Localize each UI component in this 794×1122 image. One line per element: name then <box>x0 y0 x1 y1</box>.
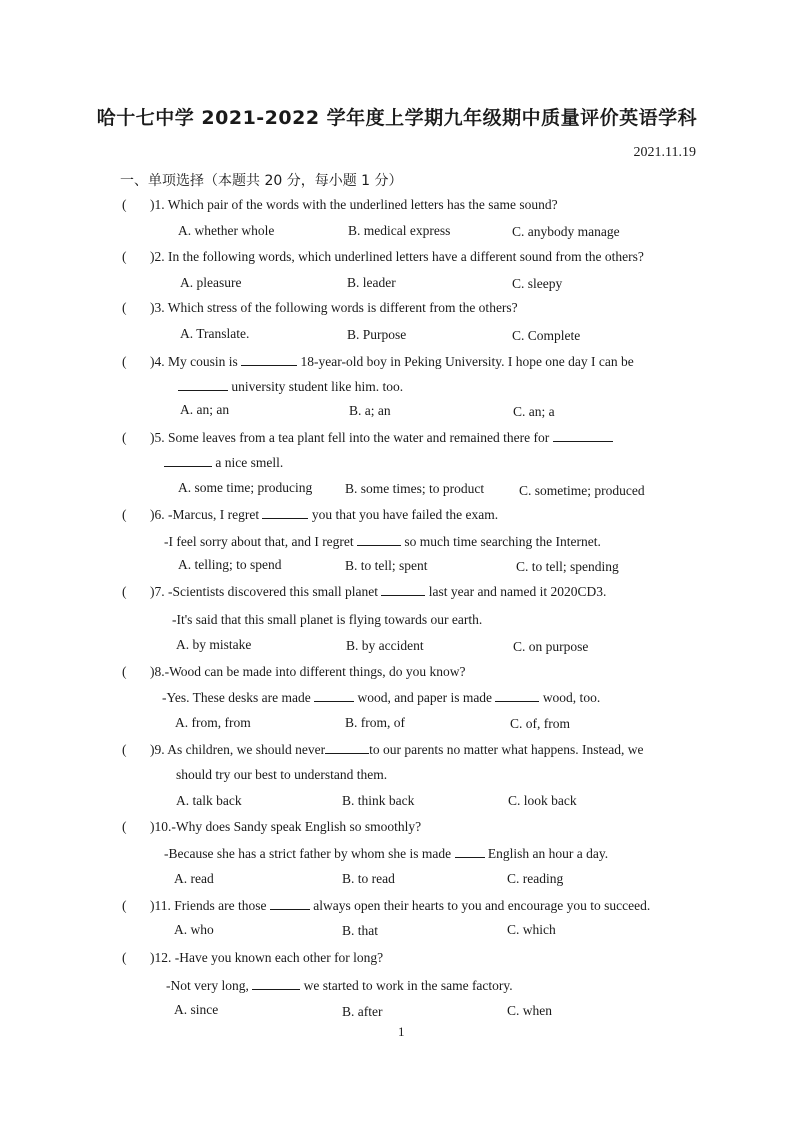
answer-bracket: ( <box>122 950 127 965</box>
question-line <box>166 977 513 994</box>
question-8 <box>122 664 465 680</box>
question-stem: )5. Some leaves from a tea plant fell into the water and remained there for <box>150 430 550 445</box>
option-c: C. of, from <box>510 716 570 731</box>
option-c: C. Complete <box>512 328 581 343</box>
option-a: A. Translate. <box>180 326 250 341</box>
question-line <box>162 689 600 706</box>
option-a: A. read <box>174 871 214 886</box>
answer-bracket: ( <box>122 584 127 599</box>
question-stem: )6. -Marcus, I regret <box>150 507 260 522</box>
option-a: A. an; an <box>180 402 230 417</box>
answer-blank <box>314 689 354 702</box>
option-c: C. which <box>507 922 556 937</box>
option-c: C. when <box>507 1003 552 1018</box>
answer-blank <box>241 353 297 366</box>
option-b: B. to read <box>342 871 395 886</box>
option-a: A. talk back <box>176 793 242 808</box>
option-c: C. anybody manage <box>512 224 620 239</box>
answer-blank <box>553 429 613 442</box>
question-stem: )7. -Scientists discovered this small planet <box>150 584 378 599</box>
question-6 <box>122 506 498 523</box>
question-stem: )3. Which stress of the following words is different from the others? <box>150 300 518 315</box>
option-b: B. to tell; spent <box>345 558 428 573</box>
question-line <box>178 378 403 395</box>
question-line: should try our best to understand them. <box>176 767 388 782</box>
answer-bracket: ( <box>122 430 127 445</box>
question-stem-cont: last year and named it 2020CD3. <box>428 584 607 599</box>
answer-blank <box>495 689 539 702</box>
option-c: C. sometime; produced <box>519 483 645 498</box>
exam-date: 2021.11.19 <box>633 145 696 160</box>
question-line <box>164 533 601 550</box>
question-text-cont: so much time searching the Internet. <box>404 534 601 549</box>
question-text: -Not very long, <box>166 978 249 993</box>
answer-bracket: ( <box>122 197 127 212</box>
option-c: C. an; a <box>513 404 555 419</box>
option-b: B. after <box>342 1004 383 1019</box>
answer-bracket: ( <box>122 819 127 834</box>
question-stem-cont: to our parents no matter what happens. Instead, we <box>369 742 644 757</box>
question-5 <box>122 429 613 446</box>
answer-blank <box>270 897 310 910</box>
answer-bracket: ( <box>122 300 127 315</box>
question-text-cont: we started to work in the same factory. <box>303 978 513 993</box>
option-a: A. whether whole <box>178 223 275 238</box>
question-12 <box>122 950 383 966</box>
question-2 <box>122 249 644 265</box>
option-b: B. medical express <box>348 223 451 238</box>
option-c: C. reading <box>507 871 564 886</box>
question-7 <box>122 583 606 600</box>
question-stem: )4. My cousin is <box>150 354 238 369</box>
option-a: A. who <box>174 922 214 937</box>
question-text: a nice smell. <box>215 455 284 470</box>
answer-bracket: ( <box>122 507 127 522</box>
question-text-end: wood, too. <box>542 690 601 705</box>
question-text: university student like him. too. <box>231 379 404 394</box>
option-a: A. telling; to spend <box>178 557 282 572</box>
question-stem-cont: you that you have failed the exam. <box>311 507 499 522</box>
exam-title: 哈十七中学 2021-2022 学年度上学期九年级期中质量评价英语学科 <box>96 107 698 129</box>
answer-blank <box>381 583 425 596</box>
option-b: B. think back <box>342 793 415 808</box>
option-a: A. by mistake <box>176 637 252 652</box>
option-b: B. a; an <box>349 403 391 418</box>
question-stem: )10.-Why does Sandy speak English so smoothly? <box>150 819 422 834</box>
option-c: C. sleepy <box>512 276 563 291</box>
page-number: 1 <box>398 1024 405 1039</box>
question-stem-cont: 18-year-old boy in Peking University. I hope one day I can be <box>300 354 634 369</box>
answer-blank <box>262 506 308 519</box>
question-stem: )2. In the following words, which underlined letters have a different sound from the others? <box>150 249 644 264</box>
option-a: A. pleasure <box>180 275 242 290</box>
answer-blank <box>357 533 401 546</box>
option-a: A. since <box>174 1002 219 1017</box>
question-text-cont: wood, and paper is made <box>357 690 493 705</box>
question-4 <box>122 353 634 370</box>
answer-bracket: ( <box>122 354 127 369</box>
question-stem: )9. As children, we should never <box>150 742 326 757</box>
option-c: C. look back <box>508 793 577 808</box>
answer-bracket: ( <box>122 898 127 913</box>
question-11 <box>122 897 650 914</box>
answer-blank <box>325 741 369 754</box>
question-line: -It's said that this small planet is flying towards our earth. <box>172 612 483 627</box>
option-b: B. from, of <box>345 715 405 730</box>
answer-blank <box>252 977 300 990</box>
option-c: C. to tell; spending <box>516 559 619 574</box>
question-text: -Yes. These desks are made <box>162 690 311 705</box>
question-line <box>164 845 608 862</box>
answer-blank <box>178 378 228 391</box>
question-stem: )1. Which pair of the words with the underlined letters has the same sound? <box>150 197 558 212</box>
option-a: A. from, from <box>175 715 251 730</box>
question-line <box>164 454 283 471</box>
section-heading: 一、单项选择（本题共 20 分，每小题 1 分） <box>120 173 403 189</box>
question-1 <box>122 197 558 213</box>
option-b: B. by accident <box>346 638 424 653</box>
answer-bracket: ( <box>122 742 127 757</box>
option-a: A. some time; producing <box>178 480 313 495</box>
answer-bracket: ( <box>122 249 127 264</box>
question-stem: )8.-Wood can be made into different things, do you know? <box>150 664 466 679</box>
option-b: B. some times; to product <box>345 481 485 496</box>
question-9 <box>122 741 644 758</box>
question-3 <box>122 300 518 316</box>
answer-blank <box>164 454 212 467</box>
option-c: C. on purpose <box>513 639 589 654</box>
question-text-cont: English an hour a day. <box>487 846 609 861</box>
option-b: B. leader <box>347 275 396 290</box>
question-text: -Because she has a strict father by whom she is made <box>164 846 452 861</box>
question-stem: )11. Friends are those <box>150 898 267 913</box>
question-stem-cont: always open their hearts to you and encourage you to succeed. <box>313 898 651 913</box>
answer-bracket: ( <box>122 664 127 679</box>
question-stem: )12. -Have you known each other for long? <box>150 950 384 965</box>
question-text: -I feel sorry about that, and I regret <box>164 534 354 549</box>
question-10 <box>122 819 421 835</box>
option-b: B. Purpose <box>347 327 407 342</box>
answer-blank <box>455 845 485 858</box>
option-b: B. that <box>342 923 378 938</box>
